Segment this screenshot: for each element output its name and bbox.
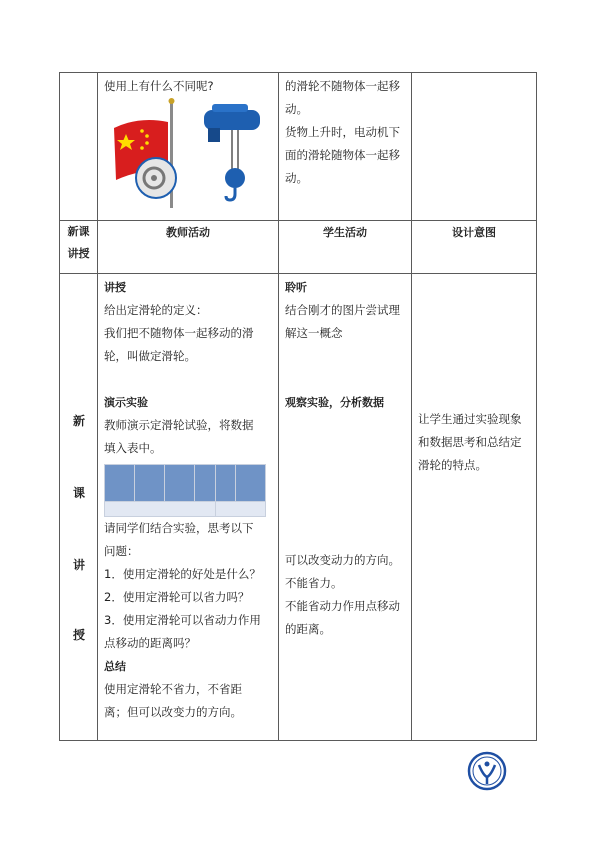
data-header-cell [195, 465, 216, 502]
demo-title: 演示实验 [104, 396, 148, 409]
answer-line: 的距离。 [285, 622, 331, 636]
intent-line: 和数据思考和总结定 [418, 435, 522, 449]
teacher-cell-continued [98, 73, 279, 221]
school-logo-icon [467, 751, 507, 791]
header-col3 [279, 221, 412, 274]
section-label-char: 授 [72, 628, 85, 642]
question-line: 点移动的距离吗？ [104, 636, 196, 650]
data-cell [216, 502, 266, 517]
question-line: 2．使用定滑轮可以省力吗？ [104, 590, 250, 604]
demo-line: 教师演示定滑轮试验，将数据 [104, 418, 254, 432]
intent-line: 让学生通过实验现象 [418, 412, 522, 426]
student-line: 货物上升时，电动机下 [285, 125, 400, 139]
student-activity-cell [279, 274, 412, 741]
header-col4 [412, 221, 537, 274]
demo-line: 填入表中。 [104, 441, 162, 455]
answer-line: 不能省动力作用点移动 [285, 599, 400, 613]
question-line: 请同学们结合实验，思考以下 [104, 521, 254, 535]
intent-cell-continued [412, 73, 537, 221]
question-line: 3．使用定滑轮可以省动力作用 [104, 613, 261, 627]
section-label-char: 课 [72, 486, 85, 500]
continued-row [60, 73, 537, 221]
data-header-cell [236, 465, 266, 502]
header-design-intent: 设计意图 [452, 226, 496, 239]
student-line: 的滑轮不随物体一起移 [285, 79, 400, 93]
answer-line: 不能省力。 [285, 576, 343, 590]
section-label-char: 讲 [72, 558, 85, 572]
lecture-title: 讲授 [104, 281, 126, 294]
data-header-cell [165, 465, 195, 502]
lecture-line: 轮，叫做定滑轮。 [104, 349, 196, 363]
experiment-data-table [104, 464, 266, 517]
pole-top-icon [169, 98, 175, 104]
summary-line: 离；但可以改变力的方向。 [104, 705, 242, 719]
hoist-pulley-icon [225, 168, 245, 188]
header-col2 [98, 221, 279, 274]
answer-line: 可以改变动力的方向。 [285, 553, 400, 567]
header-teacher-activity: 教师活动 [166, 226, 210, 239]
teacher-line: 使用上有什么不同呢? [104, 79, 214, 93]
student-line: 动。 [285, 102, 308, 116]
section-label-cell [60, 274, 98, 741]
data-header-cell [216, 465, 236, 502]
summary-title: 总结 [104, 660, 126, 673]
summary-line: 使用定滑轮不省力，不省距 [104, 682, 242, 696]
pulley-images [104, 98, 272, 211]
data-header-cell [135, 465, 165, 502]
design-intent-cell [412, 274, 537, 741]
lecture-line: 我们把不随物体一起移动的滑 [104, 326, 254, 340]
header-label-line2: 讲授 [67, 247, 90, 260]
question-line: 1．使用定滑轮的好处是什么？ [104, 567, 261, 581]
data-header-cell [105, 465, 135, 502]
intent-line: 滑轮的特点。 [418, 458, 487, 472]
student-cell-continued [279, 73, 412, 221]
section-label-char: 新 [72, 414, 85, 428]
flag-and-hoist-illustration [104, 98, 274, 211]
listen-line: 结合刚才的图片尝试理 [285, 303, 400, 317]
empty-cell [60, 73, 98, 221]
hook-icon [226, 188, 235, 200]
student-line: 面的滑轮随物体一起移 [285, 148, 400, 162]
question-line: 问题： [104, 544, 139, 558]
listen-line: 解这一概念 [285, 326, 343, 340]
header-col1 [60, 221, 98, 274]
observe-title: 观察实验，分析数据 [285, 396, 384, 409]
data-cell [105, 502, 216, 517]
electric-hoist-icon [204, 110, 260, 130]
teacher-activity-cell [98, 274, 279, 741]
student-line: 动。 [285, 171, 308, 185]
listen-title: 聆听 [285, 281, 307, 294]
main-row [60, 274, 537, 741]
lecture-line: 给出定滑轮的定义： [104, 303, 208, 317]
header-row [60, 221, 537, 274]
header-label-line1: 新课 [67, 225, 90, 238]
header-student-activity: 学生活动 [323, 226, 367, 239]
lesson-plan-table [59, 72, 537, 741]
